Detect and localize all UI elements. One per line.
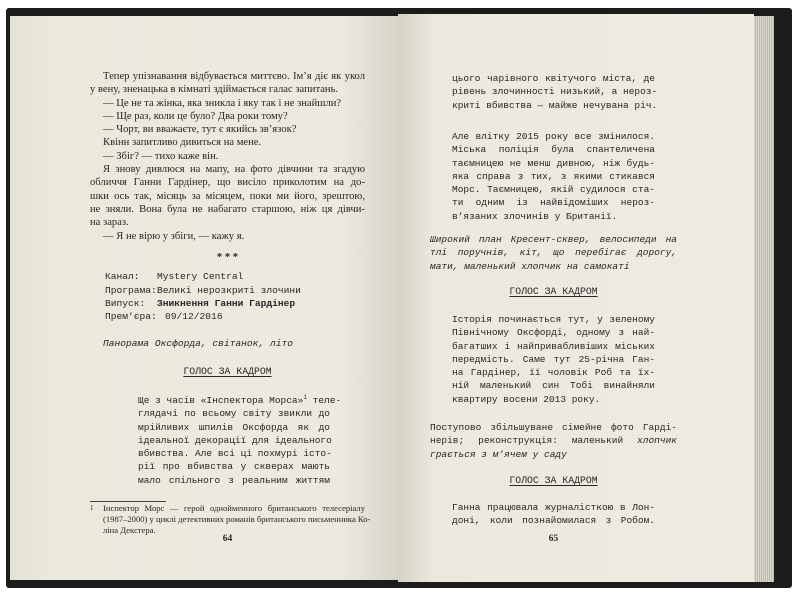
text-line xyxy=(138,394,342,407)
text-line: ідеальної декорації для ідеального xyxy=(138,434,332,446)
text-line: Але влітку 2015 року все змінилося. xyxy=(452,131,655,142)
meta-program xyxy=(105,285,301,296)
meta-value: Великі нерозкриті злочини xyxy=(157,285,301,296)
footnote-ref[interactable]: 1 xyxy=(303,394,307,401)
text-line: Квінн запитливо дивиться на мене. xyxy=(103,137,262,149)
scene-separator: * * * xyxy=(216,252,239,263)
text-line: Історія починається тут, у зеленому xyxy=(452,314,655,325)
text-line: мало спільного з реальним життям xyxy=(138,474,330,486)
text-line: обличчя Ганни Гардінер, що висіло приколотим на до- xyxy=(90,177,365,189)
voiceover-text xyxy=(138,394,342,487)
meta-channel xyxy=(105,271,244,282)
text-line: ній маленький син Тобі винайняли xyxy=(452,380,655,392)
footnote-rule xyxy=(90,501,166,502)
voiceover-heading-2: ГОЛОС ЗА КАДРОМ xyxy=(509,475,598,486)
text-line xyxy=(430,434,677,447)
voiceover-lines xyxy=(138,407,330,487)
meta-episode xyxy=(105,298,296,309)
text-line: — Чорт, ви вважаєте, тут є якийсь зв’язок? xyxy=(103,124,297,136)
text-line: глядачі по всьому світу звикли до xyxy=(138,408,330,420)
text-segment-italic: хлопчик xyxy=(637,435,677,447)
text-line: ти одним із найвідоміших нероз- xyxy=(452,197,655,209)
text-line: вбивства. Але всі ці похмурі істо- xyxy=(138,448,332,460)
text-line: у вену, зненацька в кімнаті здіймається галас запитань. xyxy=(90,84,339,96)
meta-label: Випуск: xyxy=(105,298,146,309)
text-line: — Я не вірю у збіги, — кажу я. xyxy=(103,230,245,242)
page-number-left: 64 xyxy=(222,534,233,544)
meta-value: Зникнення Ганни Гардінер xyxy=(157,298,296,309)
narrative-text xyxy=(90,70,365,243)
text-line: не зняли. Вона була не набагато старшою, ніж ця дівчи- xyxy=(90,203,365,215)
voiceover-heading: ГОЛОС ЗА КАДРОМ xyxy=(183,366,272,377)
text-line: мати, маленький хлопчик на самокаті xyxy=(430,260,630,272)
text-line: Північному Оксфорді, одному з най- xyxy=(452,327,655,339)
footnote-lines xyxy=(90,503,371,536)
footnote-mark: 1 xyxy=(90,504,94,512)
text-line: Широкий план Кресент-сквер, велосипеди на xyxy=(430,234,677,245)
voiceover-text-1 xyxy=(452,72,658,112)
meta-value: 09/12/2016 xyxy=(165,311,223,322)
meta-premiere xyxy=(105,311,223,322)
text-line: рії про вбивства у скверах мають xyxy=(138,461,330,473)
voiceover-heading-1: ГОЛОС ЗА КАДРОМ xyxy=(509,286,598,297)
text-line: мрійливих шпилів Оксфорда як до xyxy=(138,421,330,433)
scene-direction: Панорама Оксфорда, світанок, літо xyxy=(103,338,293,349)
text-line: таємницею не менш дивною, ніж будь- xyxy=(452,157,655,169)
text-line: грається з м’ячем у саду xyxy=(430,448,567,460)
text-line: рівень злочинності низький, а нероз- xyxy=(452,86,658,98)
text-line: ліна Декстера. xyxy=(103,525,156,535)
text-line: шки ось так, місяць за місяцем, поки ми його, зрештою, xyxy=(90,190,365,202)
text-line: на зараз. xyxy=(90,217,129,229)
page-number-right: 65 xyxy=(548,534,559,544)
text-line: — Ще раз, коли це було? Два роки тому? xyxy=(103,110,288,122)
scene-direction-1 xyxy=(430,233,677,273)
text-line: — Це не та жінка, яка зникла і яку так і не знайшли? xyxy=(103,97,342,109)
text-line: Я знову дивлюся на мапу, на фото дівчини та згадую xyxy=(103,164,365,176)
scene-direction-2 xyxy=(430,421,677,461)
meta-label: Канал: xyxy=(105,271,140,282)
meta-label: Прем’єра: xyxy=(105,311,157,322)
voiceover-text-3 xyxy=(452,313,655,406)
text-line: Тепер упізнавання відбувається миттєво. Ім’я діє як укол xyxy=(103,71,365,82)
text-segment: теле- xyxy=(306,395,342,406)
text-line: багатших і найпривабливіших міських xyxy=(452,340,655,352)
text-line: Морс. Таємницею, якій судилося ста- xyxy=(452,184,655,196)
text-line: тлі поручнів, кіт, що перебігає дорогу, xyxy=(430,247,677,259)
text-line: Поступово збільшуване сімейне фото Гарді- xyxy=(430,422,677,433)
text-line: квартиру восени 2013 року. xyxy=(452,393,601,405)
text-line: яка справа з тих, з якими стикався xyxy=(452,170,655,182)
text-line: криті вбивства — майже нечувана річ. xyxy=(452,99,658,111)
voiceover-text-2 xyxy=(452,130,655,223)
text-line: — Збіг? — тихо каже він. xyxy=(103,150,219,162)
voiceover-text-4 xyxy=(452,501,655,528)
page-edges xyxy=(752,16,774,582)
text-line: на Гардінер, її чоловік Роб та їх- xyxy=(452,367,655,379)
text-line: Ганна працювала журналісткою в Лон- xyxy=(452,502,655,513)
text-segment: Ще з часів «Інспектора Морса» xyxy=(138,395,304,406)
meta-label: Програма: xyxy=(105,285,157,296)
text-line: цього чарівного квітучого міста, де xyxy=(452,73,655,84)
text-line: Інспектор Морс — герой однойменного британського телесеріалу xyxy=(103,503,365,513)
text-line: доні, коли познайомилася з Робом. xyxy=(452,515,655,527)
text-line: передмість. Саме тут 25-річна Ган- xyxy=(452,353,655,365)
text-segment: нерів; реконструкція: маленький xyxy=(430,435,638,447)
text-line: (1987–2000) у циклі детективних романів британського письменника Ко- xyxy=(103,514,371,524)
footnote xyxy=(90,503,371,536)
text-line: в’язаних злочинів у Британії. xyxy=(452,210,618,222)
text-line: Міська поліція була спантеличена xyxy=(452,144,655,156)
meta-value: Mystery Central xyxy=(157,271,244,282)
